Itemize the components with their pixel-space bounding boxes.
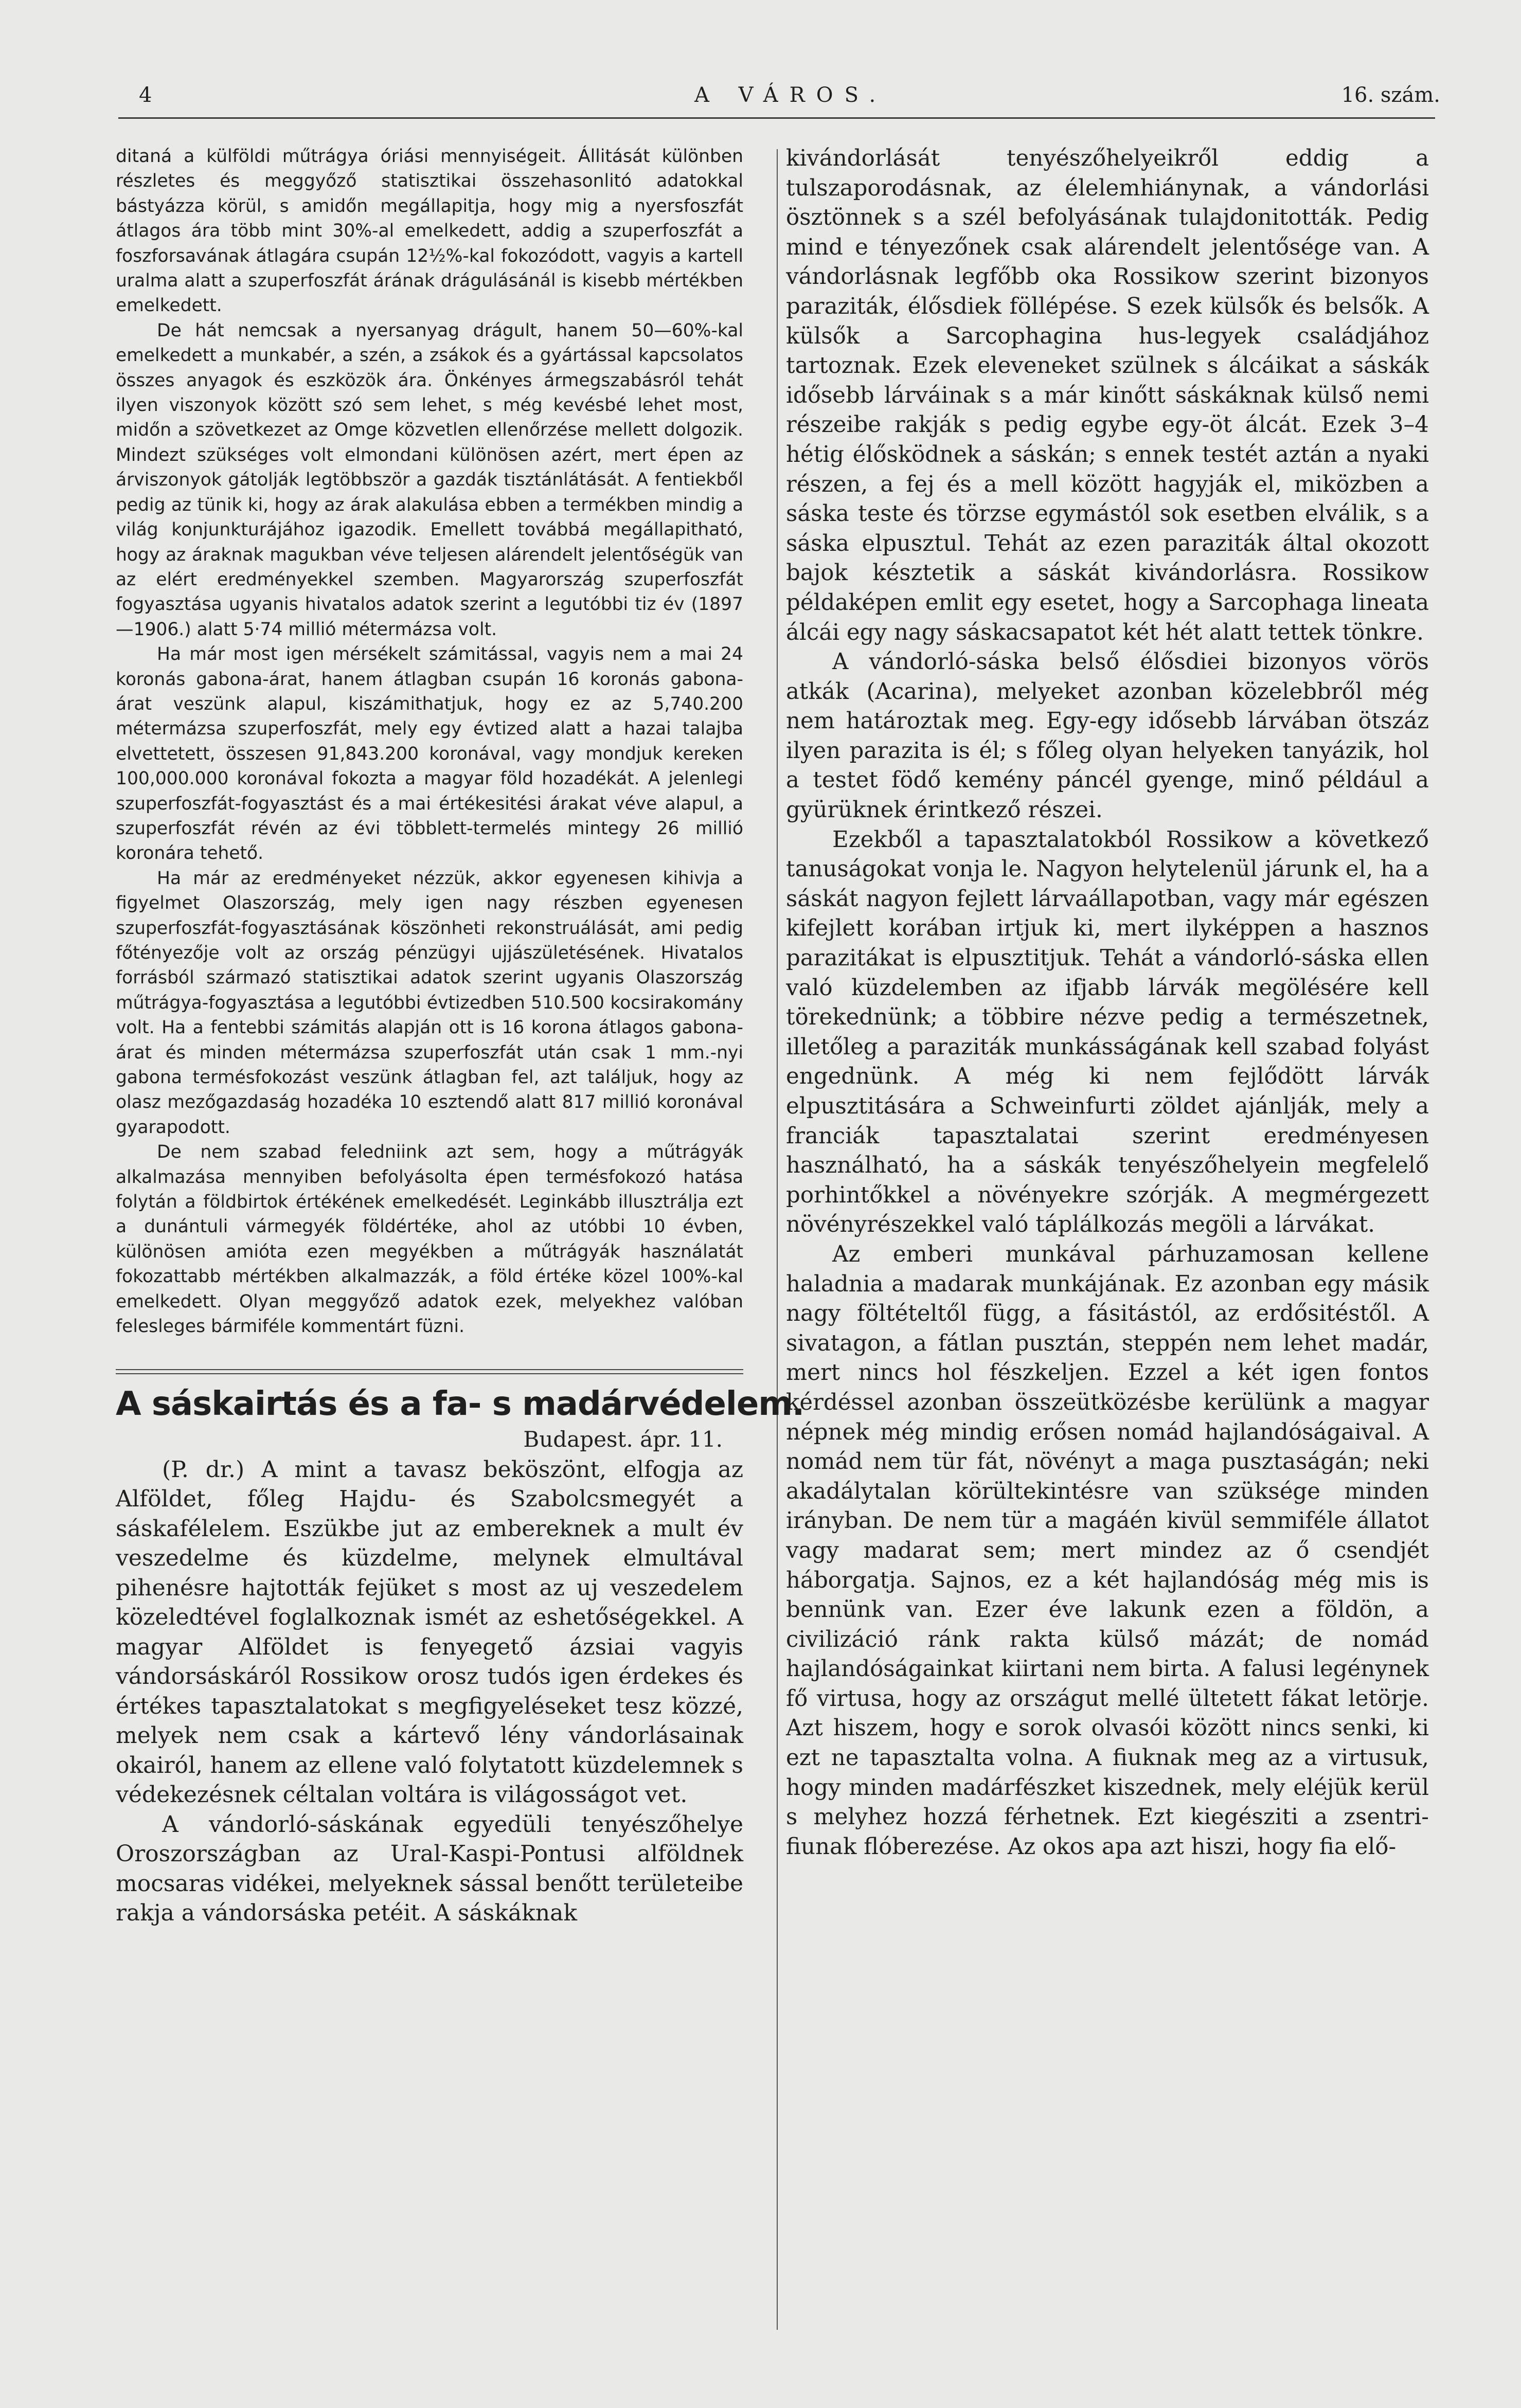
paragraph: A vándorló-sáska belső élősdiei bizonyos vörös atkák (Acarina), melyeket azonban közelebbről még nem határoztak meg. Egy-egy idősebb lárvában ötszáz ilyen parazita is él; s főleg olyan helyeken tanyázik, hol a testet födő kemény páncél gyenge, minő például a gyürüknek érintkező részei.: [786, 649, 1429, 823]
paragraph: (P. dr.) A mint a tavasz beköszönt, elfogja az Alföldet, főleg Hajdu- és Szabolcsmegyét a sáskafélelem. Eszükbe jut az embereknek a mult év veszedelme és küzdelme, melynek elmultával pihenésre hajtották fejüket s most az uj veszedelem közeledtével foglalkoznak ismét az eshetőségekkel. A magyar Alföldet is fenyegető ázsiai vagyis vándorsáskáról Rossikow orosz tudós igen érdekes és értékes tapasztalatokat s megfigyeléseket tesz közzé, melyek nem csak a kártevő lény vándorlásainak okairól, hanem az ellene való folytatott küzdelemnek s védekezésnek céltalan voltára is világosságot vet.: [116, 1456, 743, 1808]
issue-number: 16. szám.: [1341, 83, 1440, 107]
paragraph: A vándorló-sáskának egyedüli tenyészőhelye Oroszországban az Ural-Kaspi-Pontusi alföldnek mocsaras vidékei, melyeknek sással benőtt területeibe rakja a vándorsáska petéit. A sáskáknak: [116, 1811, 743, 1926]
journal-title: A VÁROS.: [694, 83, 887, 107]
page-header: [118, 83, 1440, 114]
paragraph: Ha már az eredményeket nézzük, akkor egyenesen kihivja a figyelmet Olaszország, mely igen nagy részben egyenesen szuperfoszfát-fogyasztásának köszönheti rekonstruálását, ami pedig főtényezője volt az ország pénzügyi ujjászületésének. Hivatalos forrásból származó statisztikai adatok szerint ugyanis Olaszország műtrágya-fogyasztása a legutóbbi évtizedben 510.500 kocsirakomány volt. Ha a fentebbi számitás alapján ott is 16 korona átlagos gabona-árat és minden métermázsa szuperfoszfát után csak 1 mm.-nyi gabona termésfokozást veszünk átlagban fel, azt találjuk, hogy az olasz mezőgazdaság hozadéka 10 esztendő alatt 817 millió koronával gyarapodott.: [116, 868, 743, 1138]
left-column: [116, 144, 804, 1928]
paragraph: De hát nemcsak a nyersanyag drágult, hanem 50—60%-kal emelkedett a munkabér, a szén, a zsákok és a gyártással kapcsolatos összes anyagok és eszközök ára. Önkényes ármegszabásról tehát ilyen viszonyok között szó sem lehet, s még kevésbé lehet most, midőn a szövetkezet az Omge közvetlen ellenőrzése mellett dolgozik. Mindezt szükséges volt elmondani különösen azért, mert épen az árviszonyok gátolják legtöbbször a gazdák tisztánlátását. A fentiekből pedig az tünik ki, hogy az árak alakulása ebben a termékben mindig a világ konjunkturájához igazodik. Emellett továbbá megállapitható, hogy az áraknak magukban véve teljesen alárendelt jelentőségük van az elért eredményekkel szemben. Magyarország szuperfoszfát fogyasztása ugyanis hivatalos adatok szerint a legutóbbi tiz év (1897—1906.) alatt 5·74 millió métermázsa volt.: [116, 320, 743, 640]
continued-article: [116, 144, 743, 1339]
paragraph: Ezekből a tapasztalatokból Rossikow a következő tanuságokat vonja le. Nagyon helytelenül járunk el, ha a sáskát nagyon fejlett lárvaállapotban, vagy már egészen kifejlett korában irtjuk ki, mert ilyképpen a hasznos parazitákat is elpusztitjuk. Tehát a vándorló-sáska ellen való küzdelemben az ifjabb lárvák megölésére kell törekednünk; a többire nézve pedig a természetnek, illetőleg a paraziták munkásságának kell szabad folyást engednünk. A még ki nem fejlődött lárvák elpusztitására a Schweinfurti zöldet ajánlják, mely a franciák tapasztalatai szerint eredményesen használható, ha a sáskák tenyészőhelyein megfelelő porhintőkkel a növényekre szórják. A megmérgezett növényrészekkel való táplálkozás megöli a lárvákat.: [786, 826, 1429, 1238]
paragraph: Ha már most igen mérsékelt számitással, vagyis nem a mai 24 koronás gabona-árat, hanem átlagban csupán 16 koronás gabona-árat veszünk alapul, kiszámithatjuk, hogy ez az 5,740.200 métermázsa szuperfoszfát, mely egy évtized alatt a hazai talajba elvettetett, összesen 91,843.200 koronával, vagy mondjuk kereken 100,000.000 koronával fokozta a magyar föld hozadékát. A jelenlegi szuperfoszfát-fogyasztást és a mai értékesitési árakat véve alapul, a szuperfoszfát révén az évi többlett-termelés mintegy 26 millió koronára tehető.: [116, 644, 743, 864]
paragraph: ditaná a külföldi műtrágya óriási mennyiségeit. Állitását különben részletes és meggyőző statisztikai összehasonlitó adatokkal bástyázza körül, s amidőn megállapitja, hogy mig a nyersfoszfát átlagos ára több mint 30%-al emelkedett, addig a szuperfoszfát a foszforsavának átlagára csupán 12½%-kal fokozódott, vagyis a kartell uralma alatt a szuperfoszfát árának drágulásánál is kisebb mértékben emelkedett.: [116, 146, 743, 316]
column-divider: [777, 149, 778, 2330]
section-rule-top: [116, 1369, 743, 1370]
paragraph: kivándorlását tenyészőhelyeikről eddig a tulszaporodásnak, az élelemhiánynak, a vándorlási ösztönnek s a szél befolyásának tulajdonitották. Pedig mind e tényezőnek csak alárendelt jelentősége van. A vándorlásnak legfőbb oka Rossikow szerint bizonyos paraziták, élősdiek föllépése. S ezek külsők és belsők. A külsők a Sarcophagina hus-legyek családjához tartoznak. Ezek eleveneket szülnek s álcáikat a sáskák idősebb lárváinak s a már kinőtt sáskáknak külső nemi részeibe rakják s pedig egybe egy-öt álcát. Ezek 3–4 hétig élősködnek a sáskán; s ennek testét aztán a nyaki részen, a fej és a mell között hagyják el, miközben a sáska teste és törzse egymástól sok esetben elválik, s a sáska elpusztul. Tehát az ezen paraziták által okozott bajok késztetik a sáskát kivándorlásra. Rossikow példaképen emlit egy esetet, hogy a Sarcophaga lineata álcái egy nagy sáskacsapatot két hét alatt tettek tönkre.: [786, 146, 1429, 645]
paragraph: Az emberi munkával párhuzamosan kellene haladnia a madarak munkájának. Ez azonban egy másik nagy föltételtől függ, a fásitástól, az erdősitéstől. A sivatagon, a fátlan pusztán, steppén nem lehet madár, mert nincs hol fészkeljen. Ezzel a két igen fontos kérdéssel azonban összeütközésbe kerülünk a magyar népnek még mindig erősen nomád hajlandóságaival. A nomád nem tür fát, növényt a maga pusztaságán; neki akadálytalan körültekintésre van szüksége minden irányban. De nem tür a magáén kivül semmiféle állatot vagy madarat sem; mert mindez az ő csendjét háborgatja. Sajnos, ez a két hajlandóság még mis is bennünk van. Ezer éve lakunk ezen a földön, a civilizáció ránk rakta külső mázát; de nomád hajlandóságainkat kiirtani nem birta. A falusi legénynek fő virtusa, hogy az országut mellé ültetett fákat letörje. Azt hiszem, hogy e sorok olvasói között nincs senki, ki ezt ne tapasztalta volna. A fiuknak meg az a virtusuk, hogy minden madárfészket kiszednek, mely eléjük kerül s melyhez hozzá férhetnek. Ezt kiegésziti a zsentri-fiunak flóberezése. Az okos apa azt hiszi, hogy fia elő-: [786, 1241, 1429, 1860]
article-body: [116, 1455, 743, 1928]
page-number: 4: [139, 83, 152, 107]
article-headline: A sáskairtás és a fa- s madárvédelem.: [116, 1385, 804, 1423]
right-column: [786, 144, 1429, 1862]
article-dateline: Budapest. ápr. 11.: [523, 1426, 723, 1452]
header-rule: [118, 117, 1435, 119]
paragraph: De nem szabad feledniink azt sem, hogy a műtrágyák alkalmazása mennyiben befolyásolta épen termésfokozó hatása folytán a földbirtok értékének emelkedését. Leginkább illusztrálja ezt a dunántuli vármegyék földértéke, ahol az utóbbi 10 évben, különösen amióta ezen megyékben a műtrágyák használatát fokozattabb mértékben alkalmazzák, a föld értéke közel 100%-kal emelkedett. Olyan meggyőző adatok ezek, melyekhez valóban felesleges bármiféle kommentárt füzni.: [116, 1142, 743, 1337]
section-rule-bottom: [116, 1373, 743, 1374]
